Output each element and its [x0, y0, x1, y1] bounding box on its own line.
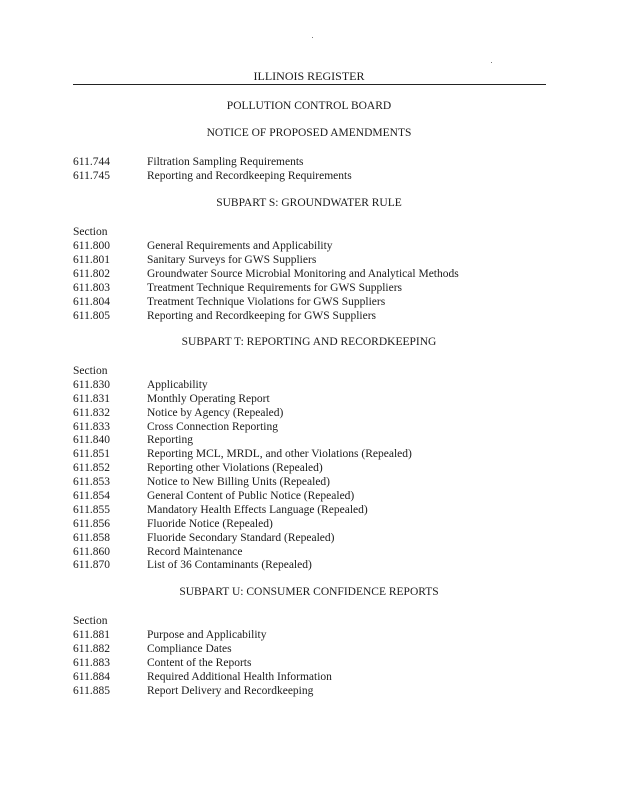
section-title: Notice to New Billing Units (Repealed) [147, 476, 331, 488]
list-item [73, 517, 273, 531]
section-number: 611.803 [73, 282, 110, 294]
section-title: Report Delivery and Recordkeeping [147, 685, 314, 697]
section-number: 611.856 [73, 518, 110, 530]
section-title: Sanitary Surveys for GWS Suppliers [147, 254, 317, 266]
list-item [73, 684, 313, 698]
section-title: General Requirements and Applicability [147, 240, 333, 252]
list-item [73, 503, 368, 517]
section-number: 611.833 [73, 421, 110, 433]
section-label: Section [73, 365, 108, 377]
section-title: Reporting MCL, MRDL, and other Violations (Repealed) [147, 448, 412, 460]
section-number: 611.883 [73, 657, 110, 669]
list-item [73, 378, 208, 392]
section-number: 611.855 [73, 504, 110, 516]
section-number: 611.831 [73, 393, 110, 405]
section-number: 611.852 [73, 462, 110, 474]
section-number: 611.800 [73, 240, 110, 252]
section-title: Compliance Dates [147, 643, 232, 655]
list-item [73, 475, 330, 489]
list-item [73, 531, 334, 545]
section-title: Reporting and Recordkeeping for GWS Suppliers [147, 310, 376, 322]
list-item [73, 281, 402, 295]
running-header: ILLINOIS REGISTER [253, 69, 365, 83]
section-number: 611.804 [73, 296, 110, 308]
list-item [73, 420, 278, 434]
section-number: 611.805 [73, 310, 110, 322]
subpart-heading: SUBPART S: GROUNDWATER RULE [216, 197, 402, 209]
scan-speck [491, 62, 492, 63]
section-title: Content of the Reports [147, 657, 252, 669]
section-title: Monthly Operating Report [147, 393, 270, 405]
list-item [73, 461, 323, 475]
list-item [73, 169, 352, 183]
section-number: 611.853 [73, 476, 110, 488]
section-number: 611.860 [73, 546, 110, 558]
list-item [73, 433, 193, 447]
section-number: 611.802 [73, 268, 110, 280]
list-item [73, 642, 232, 656]
list-item [73, 628, 266, 642]
agency-title: POLLUTION CONTROL BOARD [226, 100, 392, 112]
section-label: Section [73, 226, 108, 238]
section-label: Section [73, 615, 108, 627]
section-title: Record Maintenance [147, 546, 243, 558]
section-number: 611.830 [73, 379, 110, 391]
section-number: 611.851 [73, 448, 110, 460]
section-number: 611.801 [73, 254, 110, 266]
list-item [73, 670, 332, 684]
section-title: Treatment Technique Violations for GWS Suppliers [147, 296, 386, 308]
section-title: Required Additional Health Information [147, 671, 332, 683]
section-number: 611.885 [73, 685, 110, 697]
section-title: Notice by Agency (Repealed) [147, 407, 284, 419]
section-title: Reporting and Recordkeeping Requirements [147, 170, 352, 182]
scan-speck [312, 37, 313, 38]
section-title: Filtration Sampling Requirements [147, 156, 304, 168]
section-title: Fluoride Notice (Repealed) [147, 518, 273, 530]
section-title: Treatment Technique Requirements for GWS Suppliers [147, 282, 403, 294]
section-title: Reporting [147, 434, 193, 446]
section-title: Mandatory Health Effects Language (Repealed) [147, 504, 368, 516]
section-title: Cross Connection Reporting [147, 421, 278, 433]
list-item [73, 253, 316, 267]
list-item [73, 545, 242, 559]
section-number: 611.854 [73, 490, 110, 502]
list-item [73, 155, 304, 169]
section-number: 611.832 [73, 407, 110, 419]
list-item [73, 406, 283, 420]
section-title: Fluoride Secondary Standard (Repealed) [147, 532, 335, 544]
section-number: 611.858 [73, 532, 110, 544]
subpart-heading: SUBPART T: REPORTING AND RECORDKEEPING [181, 336, 437, 348]
section-number: 611.870 [73, 559, 110, 571]
list-item [73, 295, 385, 309]
section-number: 611.744 [73, 156, 110, 168]
list-item [73, 656, 251, 670]
section-title: Reporting other Violations (Repealed) [147, 462, 323, 474]
list-item [73, 447, 412, 461]
section-number: 611.884 [73, 671, 110, 683]
list-item [73, 239, 333, 253]
notice-title: NOTICE OF PROPOSED AMENDMENTS [206, 127, 412, 139]
section-title: Purpose and Applicability [147, 629, 267, 641]
section-number: 611.745 [73, 170, 110, 182]
list-item [73, 489, 354, 503]
subpart-heading: SUBPART U: CONSUMER CONFIDENCE REPORTS [179, 586, 439, 598]
list-item [73, 392, 270, 406]
header-divider [73, 84, 546, 85]
section-number: 611.882 [73, 643, 110, 655]
list-item [73, 309, 376, 323]
section-title: Applicability [147, 379, 208, 391]
list-item [73, 267, 459, 281]
section-title: Groundwater Source Microbial Monitoring and Analytical Methods [147, 268, 459, 280]
list-item [73, 558, 312, 572]
section-number: 611.881 [73, 629, 110, 641]
section-number: 611.840 [73, 434, 110, 446]
section-title: General Content of Public Notice (Repealed) [147, 490, 355, 502]
section-title: List of 36 Contaminants (Repealed) [147, 559, 312, 571]
